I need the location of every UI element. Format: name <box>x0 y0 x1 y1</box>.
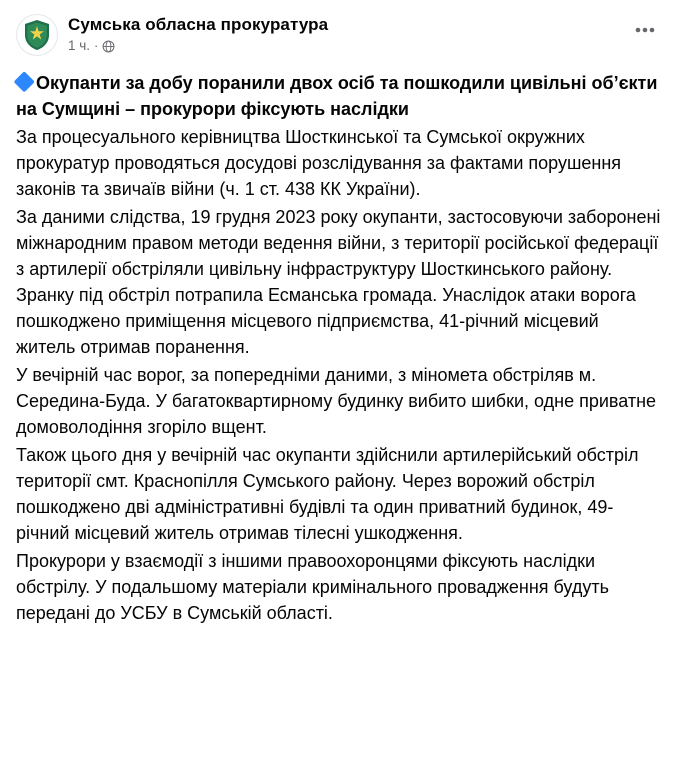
post-meta <box>68 38 627 54</box>
post-header-text <box>68 14 627 54</box>
page-name[interactable]: Сумська обласна прокуратура <box>68 15 329 34</box>
globe-icon[interactable] <box>102 40 115 53</box>
post-paragraph: За процесуального керівництва Шосткинської та Сумської окружних прокуратур проводяться досудові розслідування за фактами порушення законів та звичаїв війни (ч. 1 ст. 438 КК України). <box>16 127 622 199</box>
post-headline-line <box>16 70 663 122</box>
post-body <box>16 70 663 626</box>
post-paragraph: У вечірній час ворог, за попередніми даними, з мінометa обстріляв м. Середина-Буда. У багатоквартирному будинку вибито шибки, одне приватне домоволодіння згоріло вщент. <box>16 365 657 437</box>
post-options-button[interactable] <box>627 12 663 48</box>
avatar[interactable] <box>16 14 58 56</box>
post-headline: Окупанти за добу поранили двох осіб та пошкодили цивільні об’єкти на Сумщині – прокурори фіксують наслідки <box>16 73 658 119</box>
meta-separator-dot: · <box>94 38 99 53</box>
blue-diamond-icon <box>14 71 35 92</box>
post-paragraph: Прокурори у взаємодії з іншими правоохоронцями фіксують наслідки обстрілу. У подальшому матеріали кримінального провадження будуть передані до УСБУ в Сумській області. <box>16 551 609 623</box>
post-timestamp[interactable]: 1 ч. <box>68 38 91 53</box>
post-paragraph: За даними слідства, 19 грудня 2023 року окупанти, застосовуючи заборонені міжнародним правом методи ведення війни, з території російської федерації з артилерії обстріляли цивільну інфраструктуру Шосткинського району. Зранку під обстріл потрапила Есманська громада. Унаслідок атаки ворога пошкоджено приміщення місцевого підприємства, 41-річний місцевий житель отримав поранення. <box>16 207 661 357</box>
post-paragraph: Також цього дня у вечірній час окупанти здійснили артилерійський обстріл території смт. Краснопілля Сумського району. Через ворожий обстріл пошкоджено дві адміністративні будівлі та один приватний будинок, 49-річний місцевий житель отримав тілесні ушкодження. <box>16 445 639 543</box>
post-header <box>16 14 663 56</box>
